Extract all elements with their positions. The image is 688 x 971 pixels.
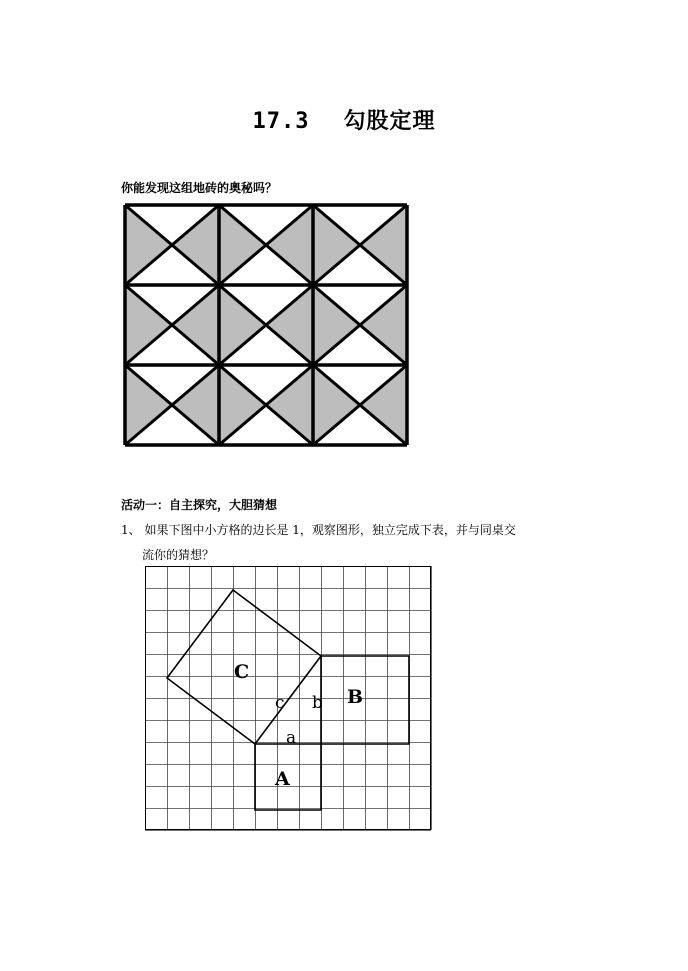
page-title (0, 104, 688, 135)
floor-tile-pattern (122, 202, 410, 448)
label-b-square: B (347, 686, 364, 708)
label-a-square: A (275, 768, 290, 790)
label-side-c: c (275, 693, 285, 713)
intro-question: 你能发现这组地砖的奥秘吗？ (121, 181, 278, 195)
question-line-2: 流你的猜想？ (142, 548, 215, 562)
square-b (321, 656, 409, 744)
label-c-square: C (234, 661, 250, 683)
section-number: 17.3 (252, 109, 310, 134)
activity-heading: 活动一：自主探究，大胆猜想 (121, 498, 278, 512)
pythagoras-grid-figure (145, 566, 433, 834)
grid-lines (145, 566, 432, 831)
question-text (121, 518, 591, 568)
question-line-1: 1、 如果下图中小方格的边长是 1，观察图形，独立完成下表，并与同桌交 (121, 523, 516, 537)
label-side-b: b (312, 693, 323, 713)
label-side-a: a (286, 728, 297, 748)
section-title: 勾股定理 (343, 108, 436, 134)
